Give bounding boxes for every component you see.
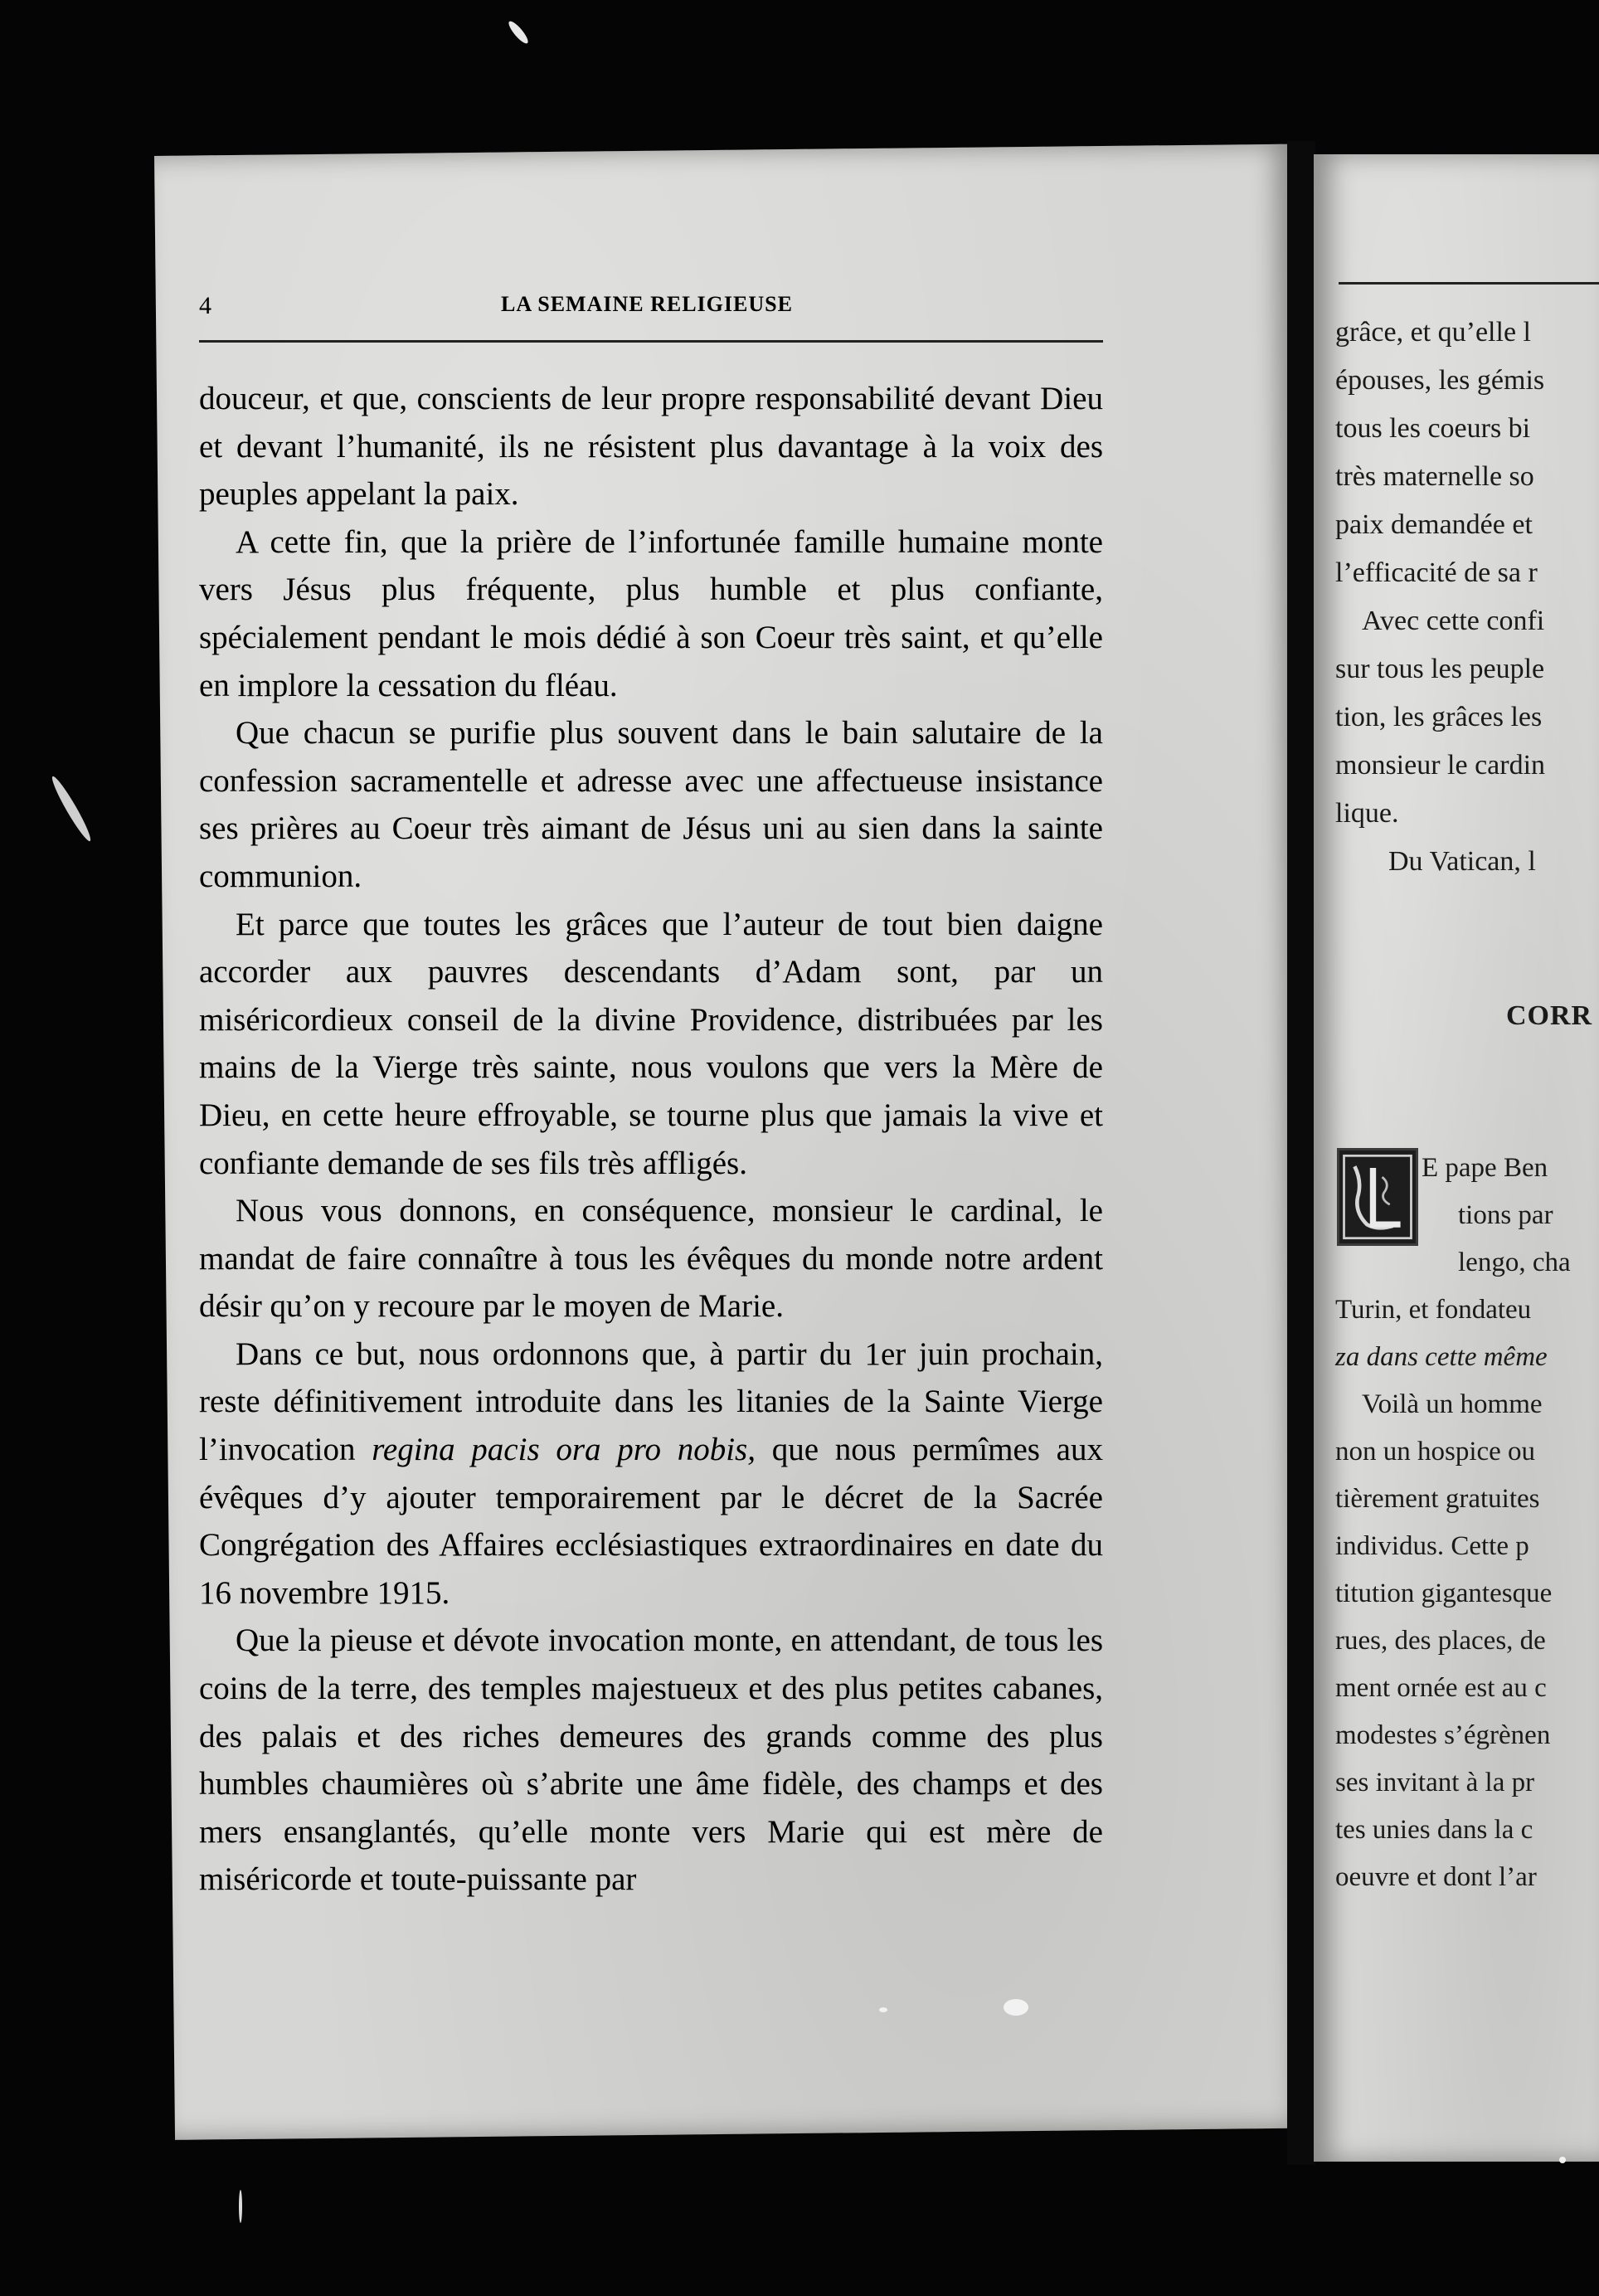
text-line: E pape Ben	[1422, 1153, 1548, 1183]
text-line: très maternelle so	[1335, 461, 1534, 492]
paragraph: Nous vous donnons, en conséquence, monsieur le cardinal, le mandat de faire connaître à tous les évêques du monde notre ardent désir qu’on y recoure par le moyen de Marie.	[199, 1193, 1103, 1325]
right-page	[1314, 154, 1599, 2162]
text-line: sur tous les peuple	[1335, 654, 1545, 684]
text-line: Du Vatican, l	[1388, 846, 1536, 877]
paragraph: A cette fin, que la prière de l’infortunée famille humaine monte vers Jésus plus fréquente, plus humble et plus confiante, spécialement pendant le mois dédié à son Coeur très saint, et qu’elle en implore la cessation du fléau.	[199, 523, 1103, 703]
article-body	[199, 375, 1103, 1904]
text-line: grâce, et qu’elle l	[1335, 317, 1531, 348]
paragraph-text: Dans ce but, nous ordonnons que, à partir du 1er juin prochain, reste définitivement introduite dans les litanies de la Sainte Vierge l’invocation	[199, 1335, 1103, 1468]
text-line: tions par	[1458, 1200, 1553, 1230]
running-head	[199, 292, 1095, 328]
text-line: paix demandée et	[1335, 509, 1533, 540]
text-line: épouses, les gémis	[1335, 365, 1545, 396]
film-speck	[1559, 2157, 1566, 2163]
text-line: ment ornée est au c	[1335, 1673, 1547, 1703]
right-page-text-top	[1335, 309, 1599, 886]
film-speck	[506, 19, 531, 46]
film-speck	[879, 2007, 887, 2012]
text-line: non un hospice ou	[1335, 1437, 1536, 1467]
text-line: titution gigantesque	[1335, 1578, 1553, 1608]
text-line: tion, les grâces les	[1335, 702, 1543, 732]
text-line: l’efficacité de sa r	[1335, 557, 1538, 588]
paragraph: Que chacun se purifie plus souvent dans le bain salutaire de la confession sacramentelle et adresse avec une affectueuse insistance ses prières au Coeur très aimant de Jésus uni au sien dans la sainte communion.	[199, 715, 1103, 894]
paragraph: Et parce que toutes les grâces que l’auteur de tout bien daigne accorder aux pauvres descendants d’Adam sont, par un miséricordieux conseil de la divine Providence, distribuées par les mains de la Vierge très sainte, nous voulons que vers la Mère de Dieu, en cette heure effroyable, se tourne plus que jamais la vive et confiante demande de ses fils très affligés.	[199, 906, 1103, 1181]
text-line: Avec cette confi	[1362, 606, 1545, 636]
film-speck	[1004, 1999, 1028, 2016]
section-heading: CORR	[1506, 1000, 1593, 1031]
journal-title: LA SEMAINE RELIGIEUSE	[501, 292, 793, 316]
text-line: modestes s’égrènen	[1335, 1720, 1551, 1750]
invocation-italic: regina pacis ora pro nobis,	[372, 1432, 756, 1468]
text-line: individus. Cette p	[1335, 1531, 1529, 1561]
paragraph-text: que nous permîmes aux évêques d’y ajouter temporairement par le décret de la Sacrée Congrégation des Affaires ecclésiastiques extraordinaires en date du 16 novembre 1915.	[199, 1432, 1103, 1611]
paragraph	[199, 1330, 1103, 1617]
text-line: oeuvre et dont l’ar	[1335, 1862, 1537, 1892]
text-line: lique.	[1335, 798, 1399, 829]
page-number: 4	[199, 292, 212, 319]
text-line: monsieur le cardin	[1335, 750, 1546, 781]
film-speck	[239, 2190, 242, 2223]
text-line: tièrement gratuites	[1335, 1484, 1540, 1514]
film-speck	[48, 774, 94, 844]
text-line: za dans cette même	[1335, 1342, 1548, 1372]
header-rule	[199, 340, 1103, 343]
book-gutter	[1287, 141, 1315, 2165]
dropcap-letter: L	[1378, 1205, 1383, 1214]
text-line: ses invitant à la pr	[1335, 1768, 1535, 1797]
right-header-rule	[1339, 282, 1599, 285]
paragraph: Que la pieuse et dévote invocation monte, en attendant, de tous les coins de la terre, des temples majestueux et des plus petites cabanes, des palais et des riches demeures des grands comme des plus humbles chaumières où s’abrite une âme fidèle, des champs et des mers ensanglantés, qu’elle monte vers Marie qui est mère de miséricorde et toute-puissante par	[199, 1622, 1103, 1898]
text-line: Turin, et fondateu	[1335, 1295, 1532, 1325]
text-line: tes unies dans la c	[1335, 1815, 1533, 1845]
paragraph: douceur, et que, conscients de leur propre responsabilité devant Dieu et devant l’humanité, ils ne résistent plus davantage à la voix des peuples appelant la paix.	[199, 381, 1103, 513]
right-page-text-bottom	[1335, 1145, 1599, 1901]
text-line: lengo, cha	[1458, 1248, 1571, 1277]
text-line: tous les coeurs bi	[1335, 413, 1531, 444]
text-line: rues, des places, de	[1335, 1626, 1546, 1656]
text-line: Voilà un homme	[1362, 1389, 1543, 1419]
